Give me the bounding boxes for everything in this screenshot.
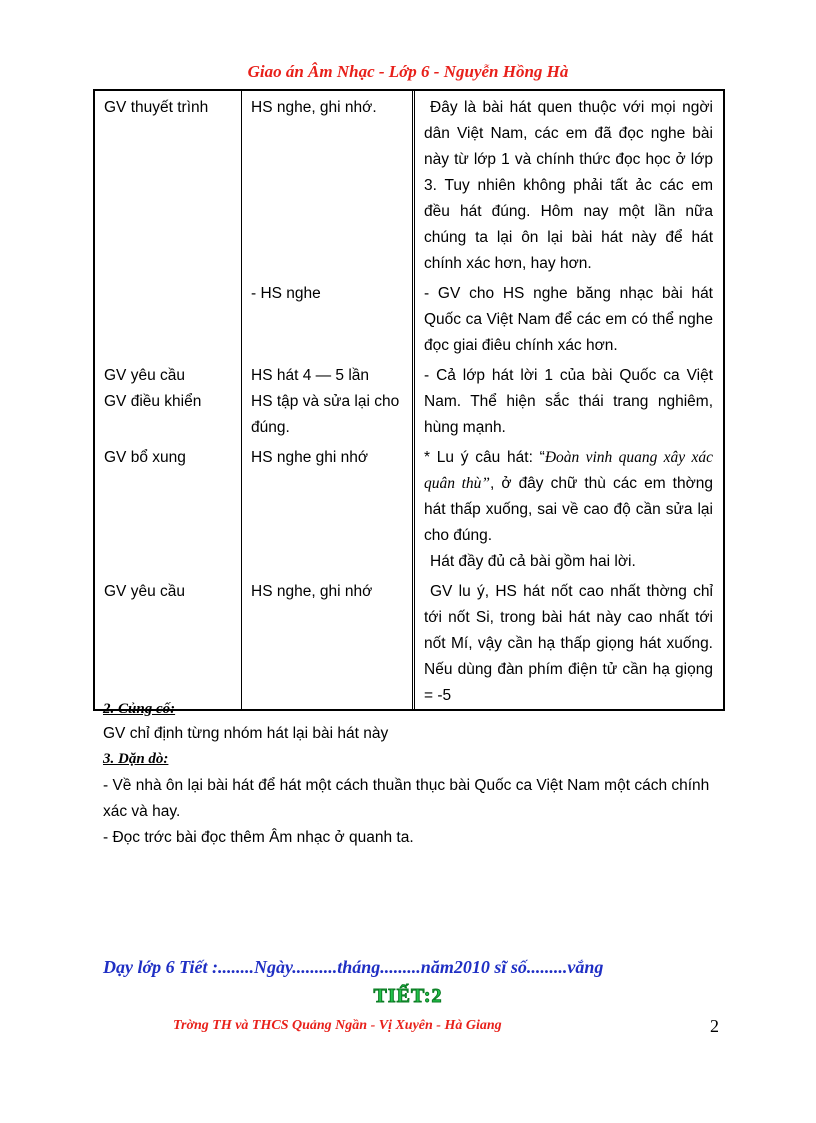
section-title: 3. Dặn dò: — [103, 751, 169, 767]
note-text: Hát đầy đủ cả bài gồm hai lời. — [430, 553, 636, 570]
teacher-activity-cell — [95, 359, 242, 441]
note-text: , ở đây chữ thù các em thờng hát thấp xuống, sai về cao độ cần sửa lại cho đúng. — [424, 475, 713, 544]
lesson-table — [93, 89, 725, 711]
student-activity-cell — [242, 359, 415, 441]
teacher-activity-cell: GV thuyết trình — [95, 91, 242, 277]
section-title: 2. Củng cố: — [103, 701, 176, 717]
teacher-activity-line: GV yêu cầu — [104, 367, 185, 384]
table-row — [95, 359, 723, 441]
teacher-activity-cell: GV yêu cầu — [95, 575, 242, 709]
teacher-activity-line: GV điều khiển — [104, 393, 202, 410]
student-activity-line: HS tập và sửa lại cho đúng. — [251, 393, 400, 436]
content-cell: GV lu ý, HS hát nốt cao nhất thờng chỉ tới nốt Si, trong bài hát này cao nhất tới nốt Mí, vậy cần hạ thấp giọng hát xuống. Nếu dùng đàn phím điện tử cần hạ giọng = -5 — [424, 583, 713, 704]
page-header: Giao án Âm Nhạc - Lớp 6 - Nguyễn Hồng Hà — [247, 62, 569, 81]
class-info-line: Dạy lớp 6 Tiết :........Ngày..........tháng.........năm2010 sĩ số.........vắng — [103, 957, 604, 977]
content-cell: - Cả lớp hát lời 1 của bài Quốc ca Việt Nam. Thể hiện sắc thái trang nghiêm, hùng mạnh. — [424, 367, 713, 436]
teacher-activity-cell — [95, 277, 242, 359]
table-row — [95, 91, 723, 277]
student-activity-line: HS hát 4 — 5 lần — [251, 367, 370, 384]
student-activity-cell: HS nghe, ghi nhớ. — [242, 91, 415, 277]
content-cell — [415, 441, 723, 575]
page-number: 2 — [710, 1016, 719, 1036]
teacher-activity-cell: GV bổ xung — [95, 441, 242, 575]
content-cell: Đây là bài hát quen thuộc với mọi ngời dân Việt Nam, các em đã đọc nghe bài này từ lớp 1 và chính thức đọc học ở lớp 3. Tuy nhiên không phải tất ảc các em đều hát đúng. Hôm nay một lần nữa chúng ta lại ôn lại bài hát này để hát chính xác hơn, hay hơn. — [424, 99, 713, 272]
section-text: - Về nhà ôn lại bài hát để hát một cách thuần thục bài Quốc ca Việt Nam một cách chính xác và hay. — [103, 777, 710, 820]
section-text: GV chỉ định từng nhóm hát lại bài hát này — [103, 725, 389, 742]
section-text: - Đọc trớc bài đọc thêm Âm nhạc ở quanh ta. — [103, 829, 414, 846]
note-text: * Lu ý câu hát: “ — [424, 449, 545, 466]
table-row — [95, 575, 723, 709]
lesson-number-title: TIẾT:2 — [373, 985, 443, 1007]
student-activity-cell: - HS nghe — [242, 277, 415, 359]
lyric-quote: Đoàn vinh quang xây xác quân thù” — [424, 449, 714, 492]
student-activity-cell: HS nghe ghi nhớ — [242, 441, 415, 575]
page-footer: Trờng TH và THCS Quảng Ngần - Vị Xuyên - Hà Giang — [173, 1018, 502, 1033]
table-row — [95, 277, 723, 359]
content-cell: - GV cho HS nghe băng nhạc bài hát Quốc ca Việt Nam để các em có thể nghe đọc giai điêu chính xác hơn. — [424, 285, 713, 354]
table-row — [95, 441, 723, 575]
student-activity-cell: HS nghe, ghi nhớ — [242, 575, 415, 709]
